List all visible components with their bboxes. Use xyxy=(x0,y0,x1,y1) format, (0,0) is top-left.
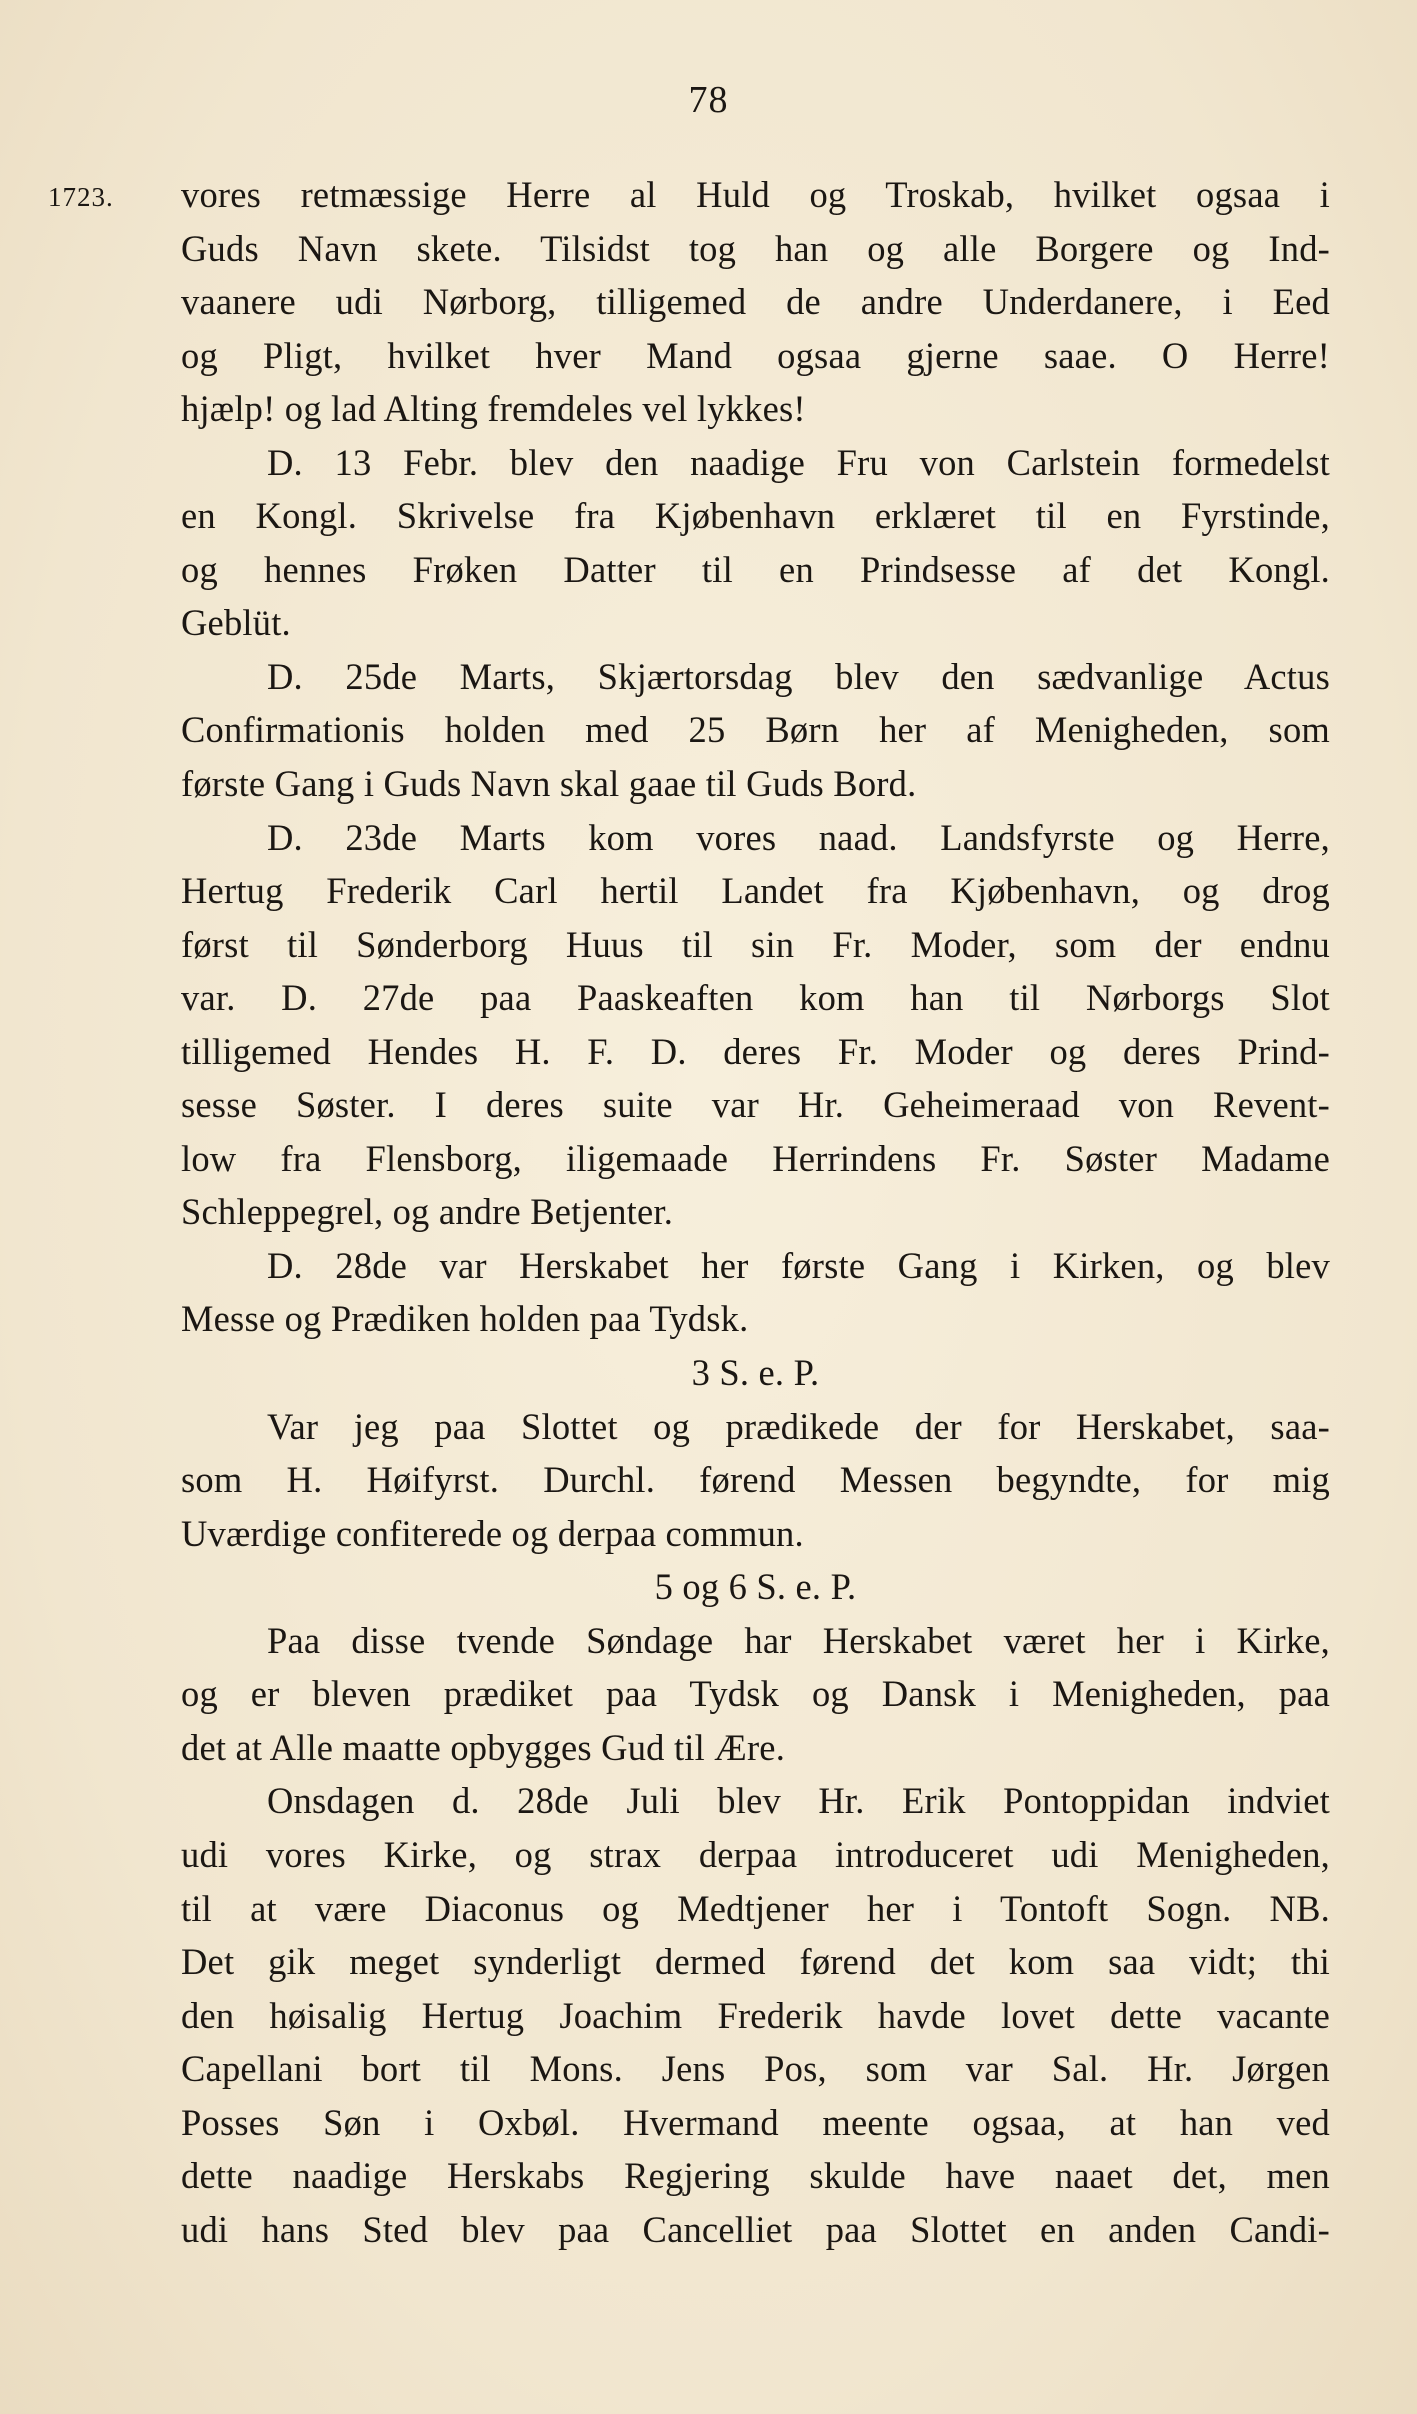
text-line: dette naadige Herskabs Regjering skulde have naaet det, men xyxy=(181,2155,1330,2197)
text-line: Hertug Frederik Carl hertil Landet fra Kjøbenhavn, og drog xyxy=(181,870,1330,912)
text-line: Schleppegrel, og andre Betjenter. xyxy=(181,1191,674,1233)
section-heading: 5 og 6 S. e. P. xyxy=(654,1566,857,1608)
text-line: low fra Flensborg, iligemaade Herrindens Fr. Søster Madame xyxy=(181,1137,1330,1179)
text-line: første Gang i Guds Navn skal gaae til Guds Bord. xyxy=(181,763,917,805)
margin-year-note: 1723. xyxy=(48,182,114,212)
text-line: Paa disse tvende Søndage har Herskabet været her i Kirke, xyxy=(267,1619,1330,1661)
text-line: en Kongl. Skrivelse fra Kjøbenhavn erklæret til en Fyrstinde, xyxy=(181,495,1330,537)
text-line: var. D. 27de paa Paaskeaften kom han til Nørborgs Slot xyxy=(181,977,1330,1019)
text-line: D. 28de var Herskabet her første Gang i Kirken, og blev xyxy=(267,1244,1330,1286)
text-line: D. 23de Marts kom vores naad. Landsfyrste og Herre, xyxy=(267,816,1330,858)
text-line: Messe og Prædiken holden paa Tydsk. xyxy=(181,1298,749,1340)
text-line: udi hans Sted blev paa Cancelliet paa Slottet en anden Candi- xyxy=(181,2208,1330,2250)
text-line: det at Alle maatte opbygges Gud til Ære. xyxy=(181,1726,786,1768)
page-number: 78 xyxy=(688,79,729,121)
text-line: tilligemed Hendes H. F. D. deres Fr. Moder og deres Prind- xyxy=(181,1030,1330,1072)
text-line: til at være Diaconus og Medtjener her i Tontoft Sogn. NB. xyxy=(181,1887,1330,1929)
text-line: Geblüt. xyxy=(181,602,291,644)
text-line: Onsdagen d. 28de Juli blev Hr. Erik Pontoppidan indviet xyxy=(267,1780,1330,1822)
text-line: den høisalig Hertug Joachim Frederik havde lovet dette vacante xyxy=(181,1994,1330,2036)
text-line: vores retmæssige Herre al Huld og Troskab, hvilket ogsaa i xyxy=(181,174,1330,215)
text-line: og er bleven prædiket paa Tydsk og Dansk i Menigheden, paa xyxy=(181,1673,1330,1715)
text-line: Det gik meget synderligt dermed førend det kom saa vidt; thi xyxy=(181,1941,1330,1983)
text-line: vaanere udi Nørborg, tilligemed de andre Underdanere, i Eed xyxy=(181,281,1330,323)
text-line: som H. Høifyrst. Durchl. førend Messen begyndte, for mig xyxy=(181,1459,1330,1501)
text-line: D. 13 Febr. blev den naadige Fru von Carlstein formedelst xyxy=(267,441,1330,483)
text-line: sesse Søster. I deres suite var Hr. Geheimeraad von Revent- xyxy=(181,1084,1330,1126)
text-line: og hennes Frøken Datter til en Prindsesse af det Kongl. xyxy=(181,548,1330,590)
text-line: Capellani bort til Mons. Jens Pos, som var Sal. Hr. Jørgen xyxy=(181,2048,1330,2090)
text-line: Posses Søn i Oxbøl. Hvermand meente ogsaa, at han ved xyxy=(181,2101,1330,2143)
text-line: Var jeg paa Slottet og prædikede der for Herskabet, saa- xyxy=(267,1405,1330,1447)
text-line: udi vores Kirke, og strax derpaa introduceret udi Menigheden, xyxy=(181,1833,1330,1875)
text-line: Uværdige confiterede og derpaa commun. xyxy=(181,1512,804,1554)
section-heading: 3 S. e. P. xyxy=(691,1352,820,1394)
text-line: først til Sønderborg Huus til sin Fr. Moder, som der endnu xyxy=(181,923,1330,965)
text-line: Guds Navn skete. Tilsidst tog han og alle Borgere og Ind- xyxy=(181,227,1330,269)
text-line: Confirmationis holden med 25 Børn her af Menigheden, som xyxy=(181,709,1330,751)
body-text xyxy=(181,168,1330,2256)
text-line: hjælp! og lad Alting fremdeles vel lykkes! xyxy=(181,388,806,430)
text-line: og Pligt, hvilket hver Mand ogsaa gjerne saae. O Herre! xyxy=(181,334,1330,376)
text-line: D. 25de Marts, Skjærtorsdag blev den sædvanlige Actus xyxy=(267,655,1330,697)
